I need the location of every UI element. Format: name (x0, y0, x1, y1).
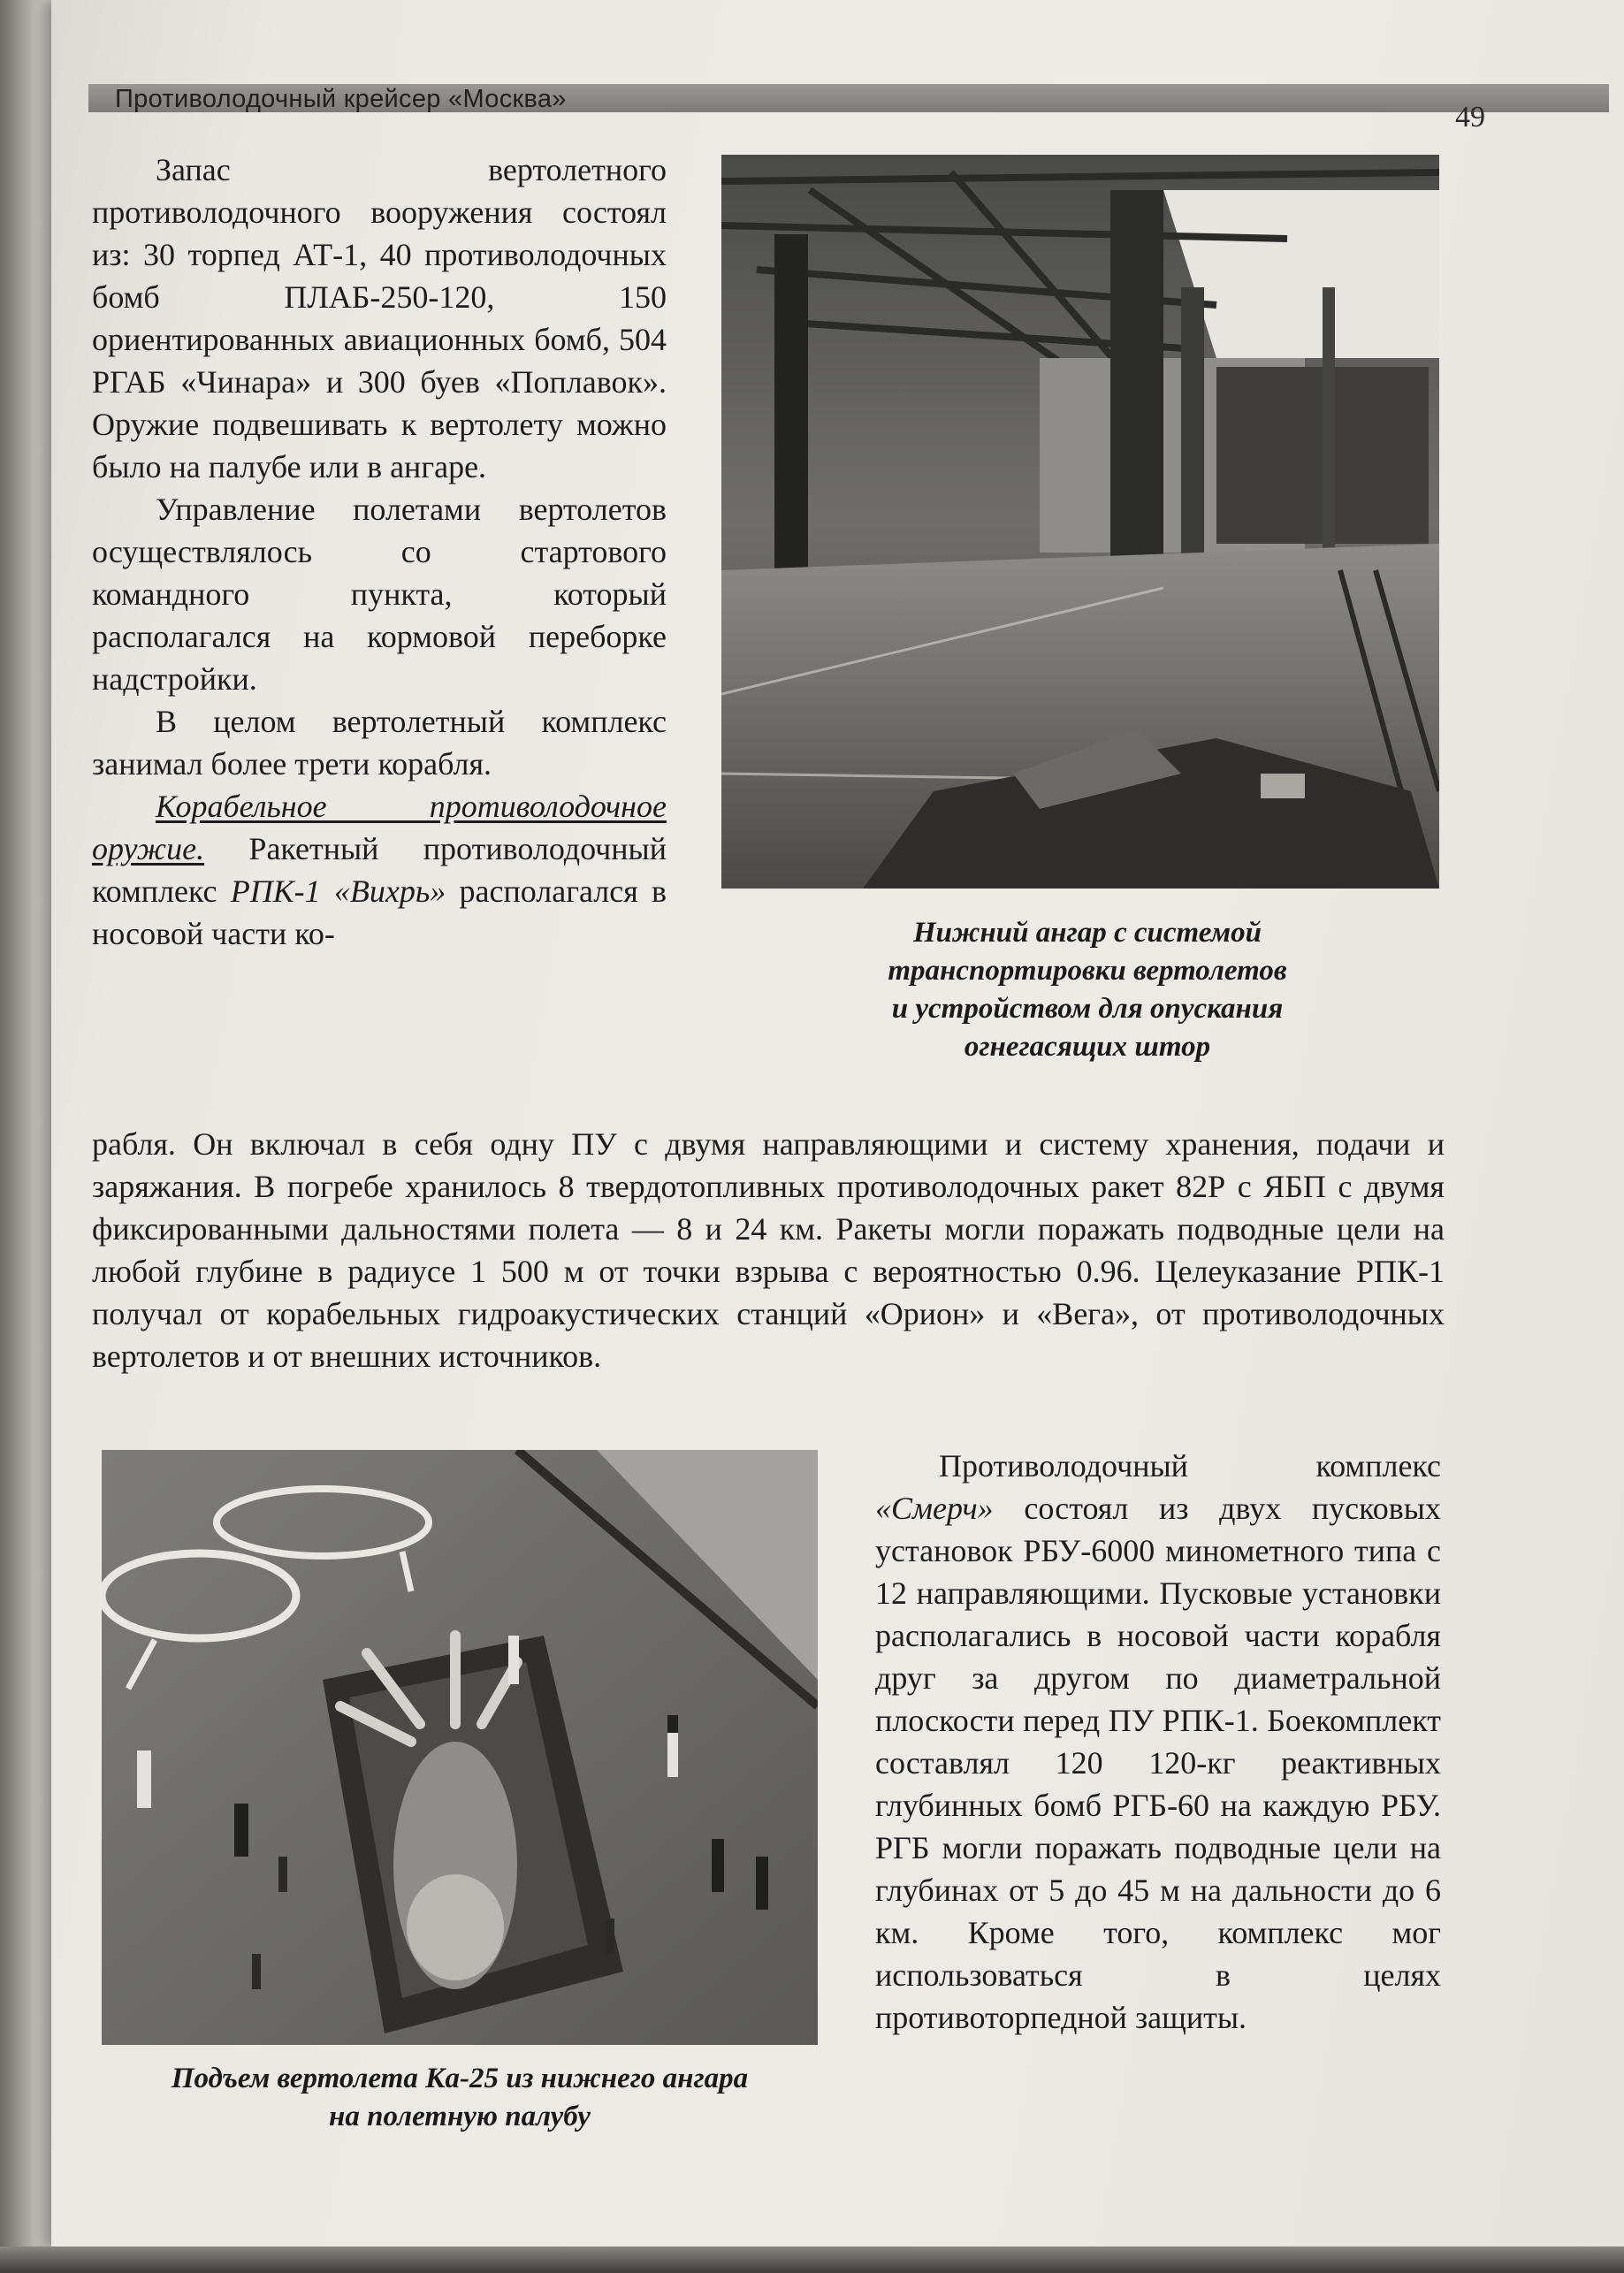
page-number: 49 (1455, 101, 1485, 133)
paragraph-vikhr-details: рабля. Он включал в себя одну ПУ с двумя направляющими и систему хранения, подачи и заряжания. В погребе хранилось 8 твердотопливных противолодочных ракет 82Р с ЯБП с двумя фиксированными дальностями полета — 8 и 24 км. Ракеты могли поражать подводные цели на любой глубине в радиусе 1 500 м от точки взрыва с вероятностью 0.96. Целеуказание РПК-1 получал от корабельных гидроакустических станций «Орион» и «Вега», от противолодочных вертолетов и от внешних источников. (92, 1126, 1445, 1374)
text-fragment: состоял из двух пусковых установок РБУ-6000 минометного типа с 12 направляющими. Пусковые установки располагались в носовой части корабля друг за другом по диаметральной плоскости перед ПУ РПК-1. Боекомплект составлял 120 120-кг реактивных глубинных бомб РГБ-60 на каждую РБУ. РГБ могли поражать подводные цели на глубинах от 5 до 45 м на дальности до 6 км. Кроме того, комплекс мог использоваться в целях противоторпедной защиты. (875, 1491, 1441, 2035)
caption-line: Нижний ангар с системой (912, 917, 1262, 949)
weapon-name-vikhr: РПК-1 «Вихрь» (230, 873, 446, 909)
section-heading-asw: Корабельное противолодочное оружие. (92, 789, 667, 866)
paragraph-flight-control: Управление полетами вертолетов осуществлялось со стартового командного пункта, который располагался на кормовой переборке надстройки. (92, 492, 667, 697)
text-fragment: Ракетный противолодочный комплекс (92, 831, 667, 909)
full-width-text (92, 1123, 1445, 1377)
running-header-title: Противолодочный крейсер «Москва» (115, 85, 567, 113)
caption-line: огнегасящих штор (964, 1031, 1211, 1063)
left-text-column (92, 149, 667, 955)
weapon-name-smerch: «Смерч» (875, 1491, 994, 1526)
caption-line: Подъем вертолета Ка-25 из нижнего ангара (171, 2063, 749, 2094)
paragraph-weapons-stock: Запас вертолетного противолодочного вооружения состоял из: 30 торпед АТ-1, 40 противолодочных бомб ПЛАБ-250-120, 150 ориентированных авиационных бомб, 504 РГАБ «Чинара» и 300 буев «Поплавок». Оружие подвешивать к вертолету можно было на палубе или в ангаре. (92, 152, 667, 484)
hangar-photo (721, 155, 1439, 889)
paragraph-helicopter-complex: В целом вертолетный комплекс занимал более трети корабля. (92, 704, 667, 782)
hangar-photo-caption (778, 914, 1397, 1066)
paragraph-asw-weapons (92, 785, 667, 955)
helicopter-lift-caption (88, 2060, 831, 2136)
caption-line: на полетную палубу (329, 2101, 591, 2132)
book-bottom-edge (0, 2246, 1624, 2273)
text-fragment: Противолодочный комплекс (939, 1448, 1441, 1484)
text-fragment: располагался в носовой части ко- (92, 873, 667, 951)
caption-line: транспортировки вертолетов (888, 955, 1287, 987)
paragraph-smerch (875, 1445, 1441, 2039)
helicopter-lift-photo (102, 1450, 818, 2045)
right-text-column (875, 1445, 1441, 2039)
caption-line: и устройством для опускания (891, 993, 1284, 1025)
